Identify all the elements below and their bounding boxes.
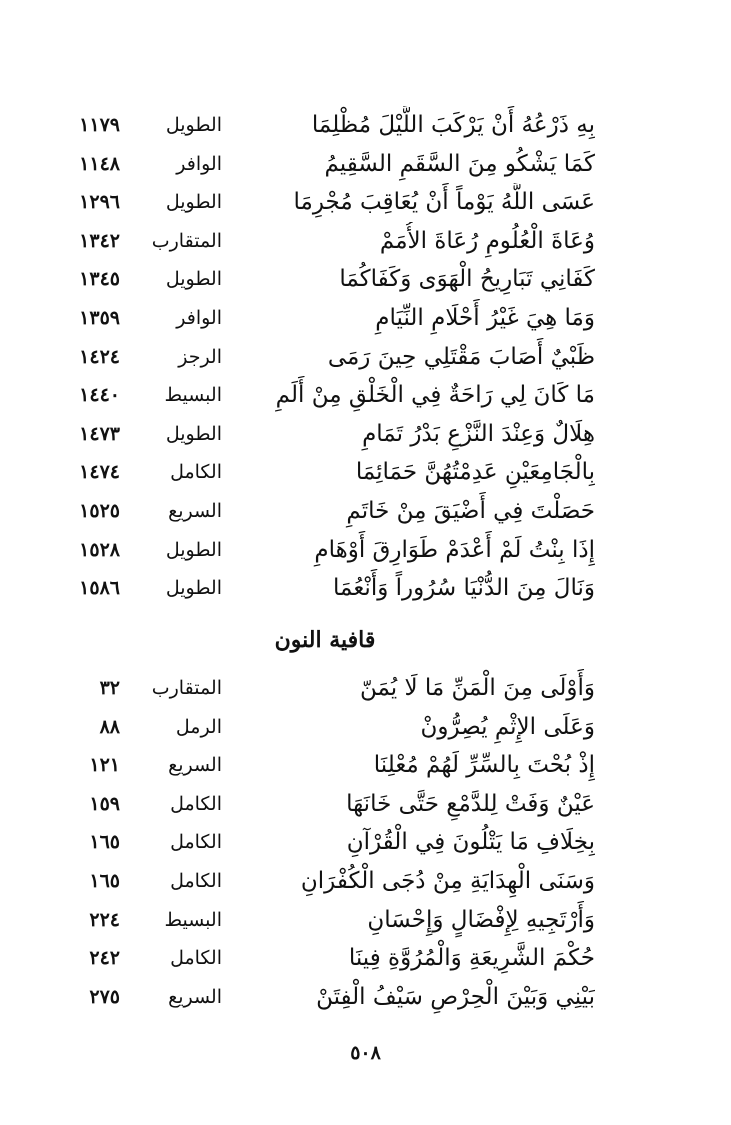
meter-name: الكامل bbox=[170, 947, 222, 970]
reference-number: ١٤٧٤ bbox=[79, 461, 120, 484]
index-row bbox=[0, 569, 731, 607]
section-heading-nun: قافية النون bbox=[274, 627, 376, 653]
reference-number: ١٣٤٥ bbox=[79, 268, 120, 291]
reference-number: ٢٧٥ bbox=[89, 985, 120, 1008]
index-row bbox=[0, 978, 731, 1016]
verse-text: إِذْ بُحْتَ بِالسِّرِّ لَهُمْ مُعْلِنَا bbox=[373, 752, 595, 779]
verse-text: هِلَالٌ وَعِنْدَ النَّزْعِ بَدْرُ تَمَامِ bbox=[362, 420, 595, 447]
verse-text: وَمَا هِيَ غَيْرُ أَحْلَامِ النِّيَامِ bbox=[375, 305, 595, 331]
reference-number: ١٥٨٦ bbox=[79, 577, 120, 600]
index-row bbox=[0, 145, 731, 183]
verse-text: عَسَى اللَّهُ يَوْماً أَنْ يُعَاقِبَ مُجْرِمَا bbox=[293, 189, 595, 216]
meter-name: الوافر bbox=[176, 307, 222, 329]
index-row bbox=[0, 106, 731, 144]
verse-text: حُكْمَ الشَّرِيعَةِ وَالْمُرُوَّةِ فِينَا bbox=[348, 945, 595, 972]
reference-number: ١٥٩ bbox=[89, 792, 120, 815]
index-row bbox=[0, 531, 731, 569]
index-row bbox=[0, 492, 731, 530]
reference-number: ١٣٥٩ bbox=[79, 307, 120, 329]
meter-name: المتقارب bbox=[151, 229, 222, 252]
index-row bbox=[0, 669, 731, 707]
verse-text: كَمَا يَشْكُو مِنَ السَّقَمِ السَّقِيمُ bbox=[324, 150, 595, 177]
reference-number: ٨٨ bbox=[99, 715, 120, 738]
reference-number: ١٣٤٢ bbox=[79, 229, 120, 252]
index-row bbox=[0, 708, 731, 746]
verse-text: بَيْنِي وَبَيْنَ الْحِرْصِ سَيْفُ الْفِتَنْ bbox=[316, 983, 595, 1010]
index-row bbox=[0, 939, 731, 977]
verse-text: وَنَالَ مِنَ الدُّنْيَا سُرُوراً وَأَنْعُمَا bbox=[333, 575, 595, 602]
verse-text: ظَبْيٌ أَصَابَ مَقْتَلِي حِينَ رَمَى bbox=[327, 343, 595, 370]
verse-text: عَيْنٌ وَفَتْ لِلدَّمْعِ حَتَّى خَانَهَا bbox=[346, 790, 595, 817]
meter-name: الطويل bbox=[165, 268, 222, 291]
verse-text: وَأَرْتَجِيهِ لِإِفْضَالٍ وَإِحْسَانِ bbox=[367, 906, 595, 933]
meter-name: الكامل bbox=[170, 792, 222, 815]
index-row bbox=[0, 376, 731, 414]
verse-text: وُعَاةَ الْعُلُومِ رُعَاةَ الأُمَمْ bbox=[379, 227, 595, 254]
index-row bbox=[0, 415, 731, 453]
reference-number: ١٤٧٣ bbox=[79, 422, 120, 445]
verse-text: وَعَلَى الإِثْمِ يُصِرُّونْ bbox=[420, 713, 595, 740]
reference-number: ١٤٢٤ bbox=[79, 345, 120, 368]
index-row bbox=[0, 862, 731, 900]
reference-number: ٢٢٤ bbox=[89, 908, 120, 931]
meter-name: السريع bbox=[168, 500, 222, 522]
index-row bbox=[0, 260, 731, 298]
reference-number: ٣٢ bbox=[99, 677, 120, 699]
meter-name: الكامل bbox=[170, 461, 222, 484]
meter-name: الطويل bbox=[165, 422, 222, 445]
verse-text: مَا كَانَ لِي رَاحَةٌ فِي الْخَلْقِ مِنْ أَلَمِ bbox=[275, 382, 595, 409]
verse-text: إِذَا بِنْتُ لَمْ أَعْدَمْ طَوَارِقَ أَوْهَامِ bbox=[314, 536, 595, 563]
reference-number: ١٦٥ bbox=[89, 870, 120, 892]
reference-number: ١٤٤٠ bbox=[79, 384, 120, 407]
index-row bbox=[0, 299, 731, 337]
meter-name: البسيط bbox=[164, 384, 222, 407]
meter-name: السريع bbox=[168, 754, 222, 777]
reference-number: ١٥٢٥ bbox=[79, 500, 120, 522]
reference-number: ١٦٥ bbox=[89, 831, 120, 854]
reference-number: ١٢١ bbox=[89, 754, 120, 777]
verse-text: وَأَوْلَى مِنَ الْمَنِّ مَا لَا يُمَنّ bbox=[359, 675, 595, 701]
reference-number: ١٢٩٦ bbox=[79, 191, 120, 214]
meter-name: السريع bbox=[168, 985, 222, 1008]
index-row bbox=[0, 183, 731, 221]
index-row bbox=[0, 338, 731, 376]
meter-name: الطويل bbox=[165, 114, 222, 136]
verse-text: كَفَانِي تَبَارِيحُ الْهَوَى وَكَفَاكُمَا bbox=[339, 266, 595, 293]
verse-text: بِخِلَافِ مَا يَتْلُونَ فِي الْقُرْآنِ bbox=[346, 829, 595, 856]
reference-number: ١٥٢٨ bbox=[79, 538, 120, 561]
reference-number: ٢٤٢ bbox=[89, 947, 120, 970]
verse-text: وَسَنَى الْهِدَايَةِ مِنْ دُجَى الْكُفْرَانِ bbox=[300, 868, 595, 894]
meter-name: الرمل bbox=[175, 715, 222, 738]
reference-number: ١١٧٩ bbox=[79, 114, 120, 136]
index-row bbox=[0, 746, 731, 784]
meter-name: الكامل bbox=[170, 831, 222, 854]
page-number: ٥٠٨ bbox=[350, 1042, 381, 1064]
meter-name: الرجز bbox=[178, 345, 222, 368]
meter-name: الكامل bbox=[170, 870, 222, 892]
reference-number: ١١٤٨ bbox=[79, 152, 120, 175]
index-row bbox=[0, 901, 731, 939]
meter-name: المتقارب bbox=[151, 677, 222, 699]
meter-name: الوافر bbox=[176, 152, 222, 175]
verse-text: بِالْجَامِعَيْنِ عَدِمْتُهُنَّ حَمَائِمَا bbox=[355, 459, 595, 486]
verse-text: بِهِ ذَرْعُهُ أَنْ يَرْكَبَ اللَّيْلَ مُظْلِمَا bbox=[311, 112, 595, 138]
meter-name: الطويل bbox=[165, 538, 222, 561]
verse-text: حَصَلْتَ فِي أَضْيَقَ مِنْ خَاتَمِ bbox=[346, 498, 595, 524]
meter-name: الطويل bbox=[165, 191, 222, 214]
index-row bbox=[0, 785, 731, 823]
meter-name: الطويل bbox=[165, 577, 222, 600]
index-row bbox=[0, 222, 731, 260]
meter-name: البسيط bbox=[164, 908, 222, 931]
index-row bbox=[0, 453, 731, 491]
index-row bbox=[0, 823, 731, 861]
